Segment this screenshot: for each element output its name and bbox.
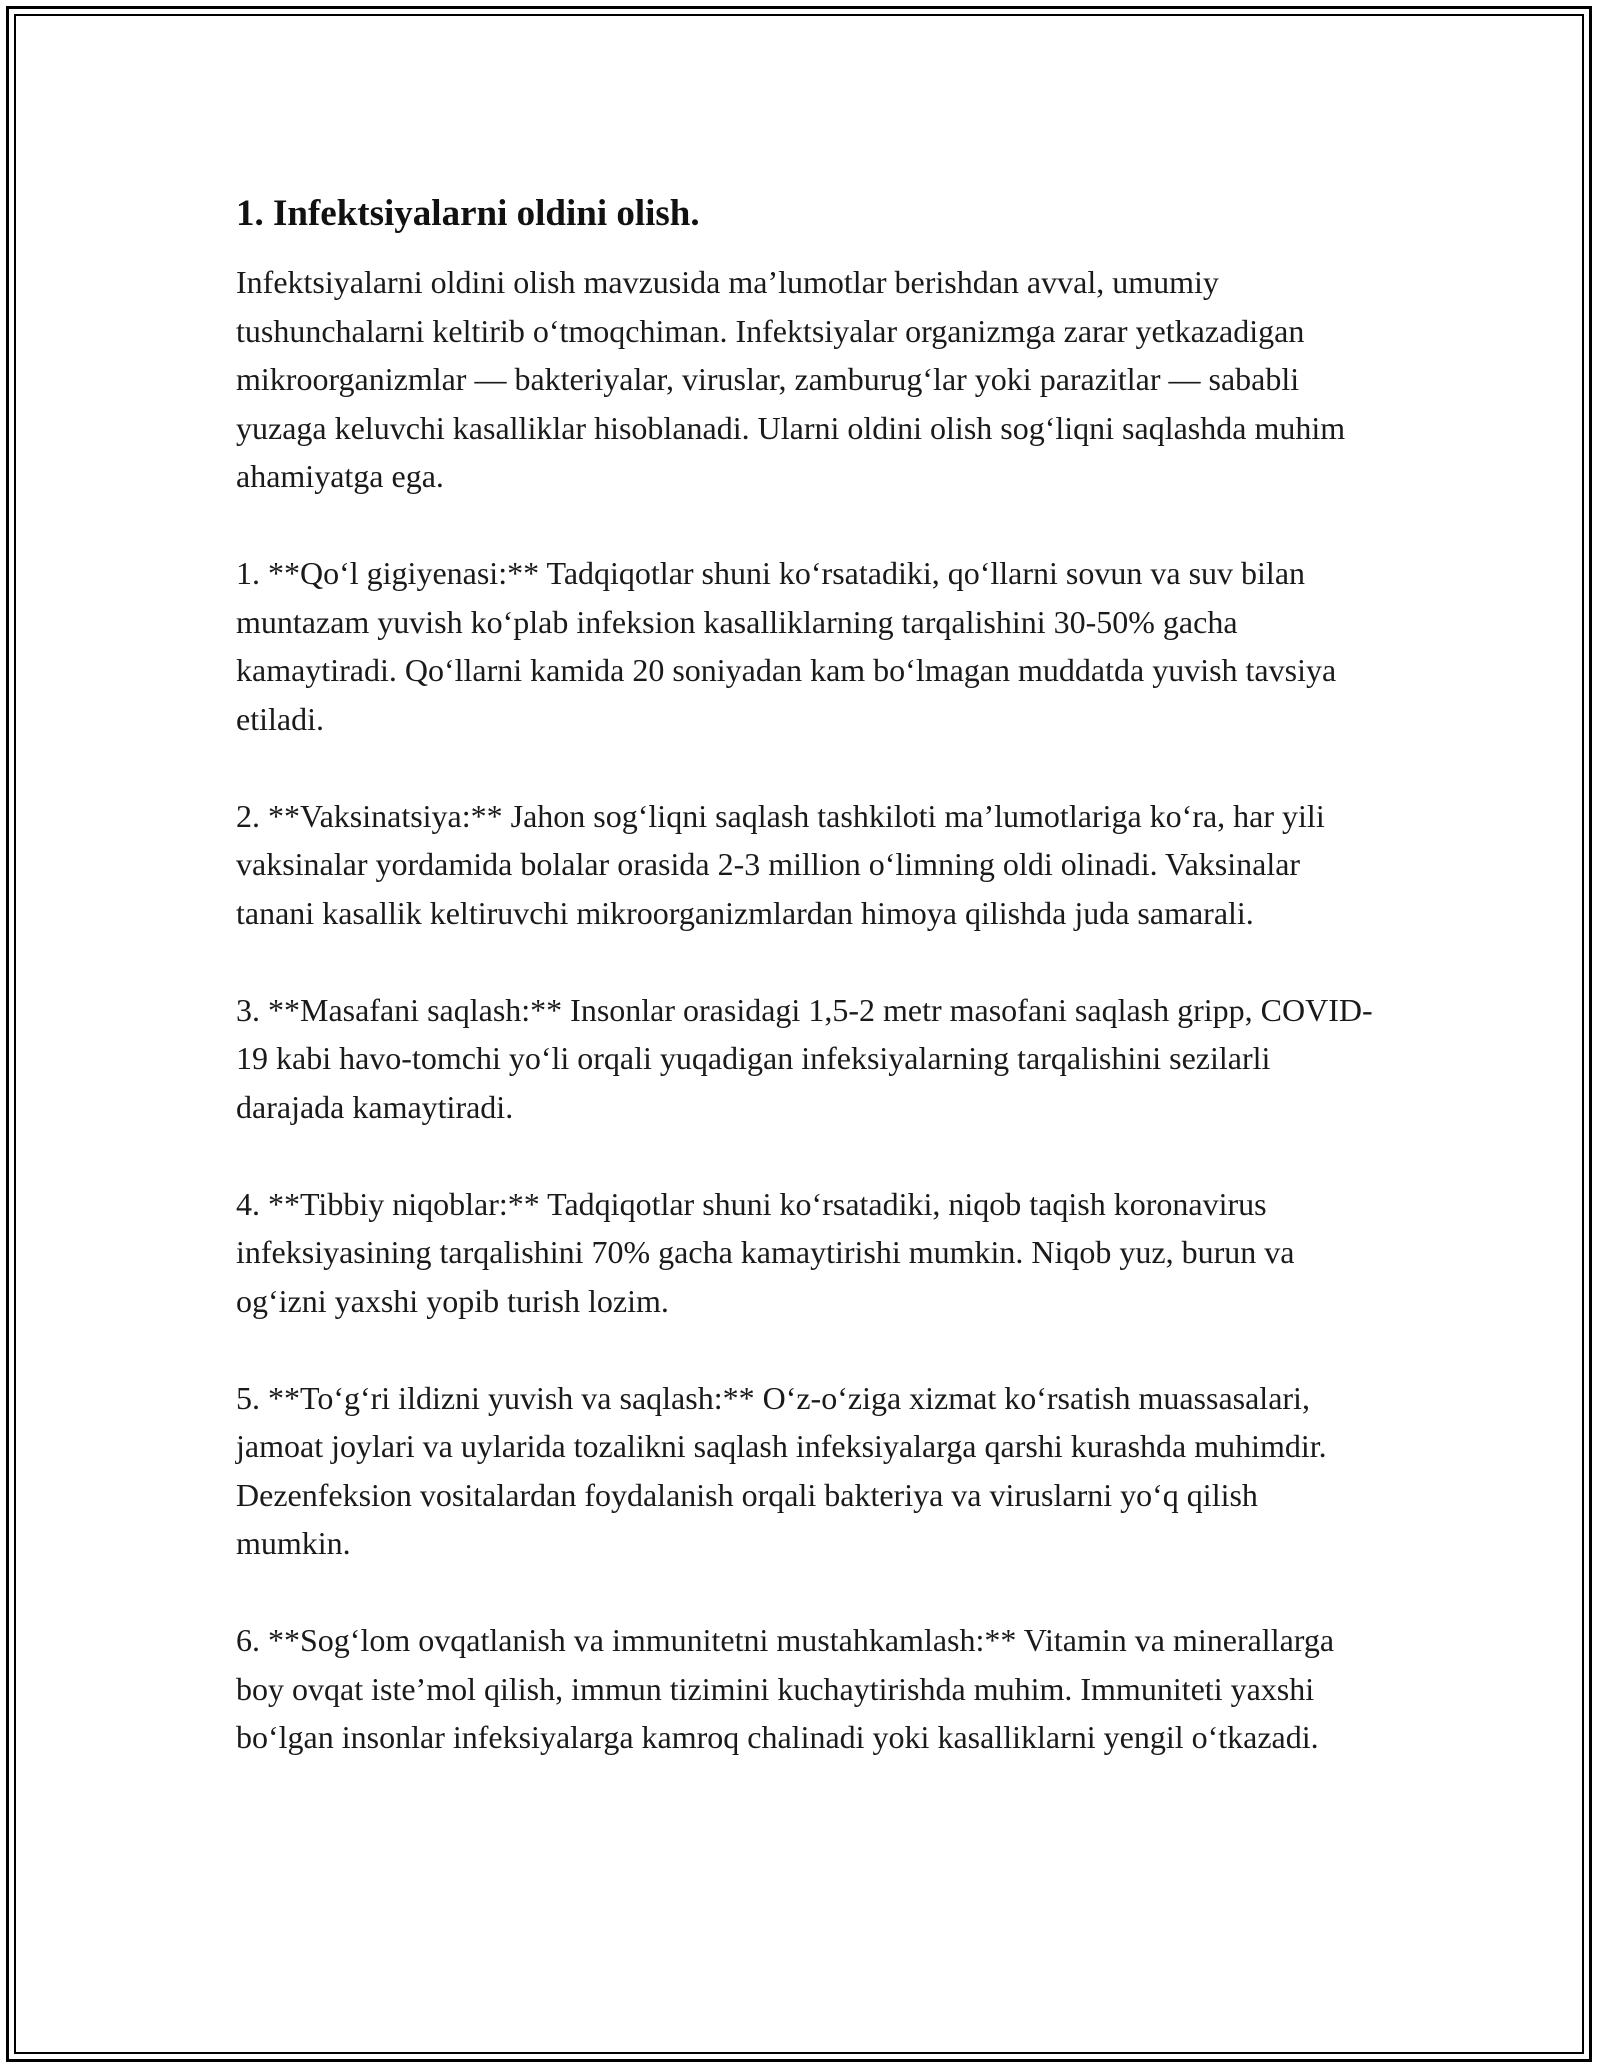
section-heading: 1. Infektsiyalarni oldini olish. [236, 193, 700, 234]
paragraph-cleaning: 5. **To‘g‘ri ildizni yuvish va saqlash:** O‘z-o‘ziga xizmat ko‘rsatish muassasalari, jamoat joylari va uylarida tozalikni saqlash infeksiyalarga qarshi kurashda muhimdir. Dezenfeksion vositalardan foydalanish orqali bakteriya va viruslarni yo‘q qilish mumkin. [236, 1379, 1327, 1561]
paragraph-vaccination: 2. **Vaksinatsiya:** Jahon sog‘liqni saqlash tashkiloti ma’lumotlariga ko‘ra, har yili vaksinalar yordamida bolalar orasida 2-3 million o‘limning oldi olinadi. Vaksinalar tanani kasallik keltiruvchi mikroorganizmlardan himoya qilishda juda samarali. [236, 797, 1325, 931]
paragraph-nutrition: 6. **Sog‘lom ovqatlanish va immunitetni mustahkamlash:** Vitamin va minerallarga boy ovqat iste’mol qilish, immun tizimini kuchaytirishda muhim. Immuniteti yaxshi bo‘lgan insonlar infeksiyalarga kamroq chalinadi yoki kasalliklarni yengil o‘tkazadi. [236, 1622, 1335, 1755]
intro-paragraph: Infektsiyalarni oldini olish mavzusida ma’lumotlar berishdan avval, umumiy tushunchalarni keltirib o‘tmoqchiman. Infektsiyalar organizmga zarar yetkazadigan mikroorganizmlar — bakteriyalar, viruslar, zamburug‘lar yoki parazitlar — sababli yuzaga keluvchi kasalliklar hisoblanadi. Ularni oldini olish sog‘liqni saqlashda muhim ahamiyatga ega. [236, 264, 1346, 494]
paragraph-distancing: 3. **Masafani saqlash:** Insonlar orasidagi 1,5-2 metr masofani saqlash gripp, COVID-19 kabi havo-tomchi yo‘li orqali yuqadigan infeksiyalarning tarqalishini sezilarli darajada kamaytiradi. [236, 991, 1373, 1125]
paragraph-hand-hygiene: 1. **Qo‘l gigiyenasi:** Tadqiqotlar shuni ko‘rsatadiki, qo‘llarni sovun va suv bilan muntazam yuvish ko‘plab infeksion kasalliklarning tarqalishini 30-50% gacha kamaytiradi. Qo‘llarni kamida 20 soniyadan kam bo‘lmagan muddatda yuvish tavsiya etiladi. [236, 555, 1337, 737]
paragraph-masks: 4. **Tibbiy niqoblar:** Tadqiqotlar shuni ko‘rsatadiki, niqob taqish koronavirus infeksiyasining tarqalishini 70% gacha kamaytirishi mumkin. Niqob yuz, burun va og‘izni yaxshi yopib turish lozim. [236, 1185, 1295, 1319]
document-body [236, 186, 1376, 1762]
